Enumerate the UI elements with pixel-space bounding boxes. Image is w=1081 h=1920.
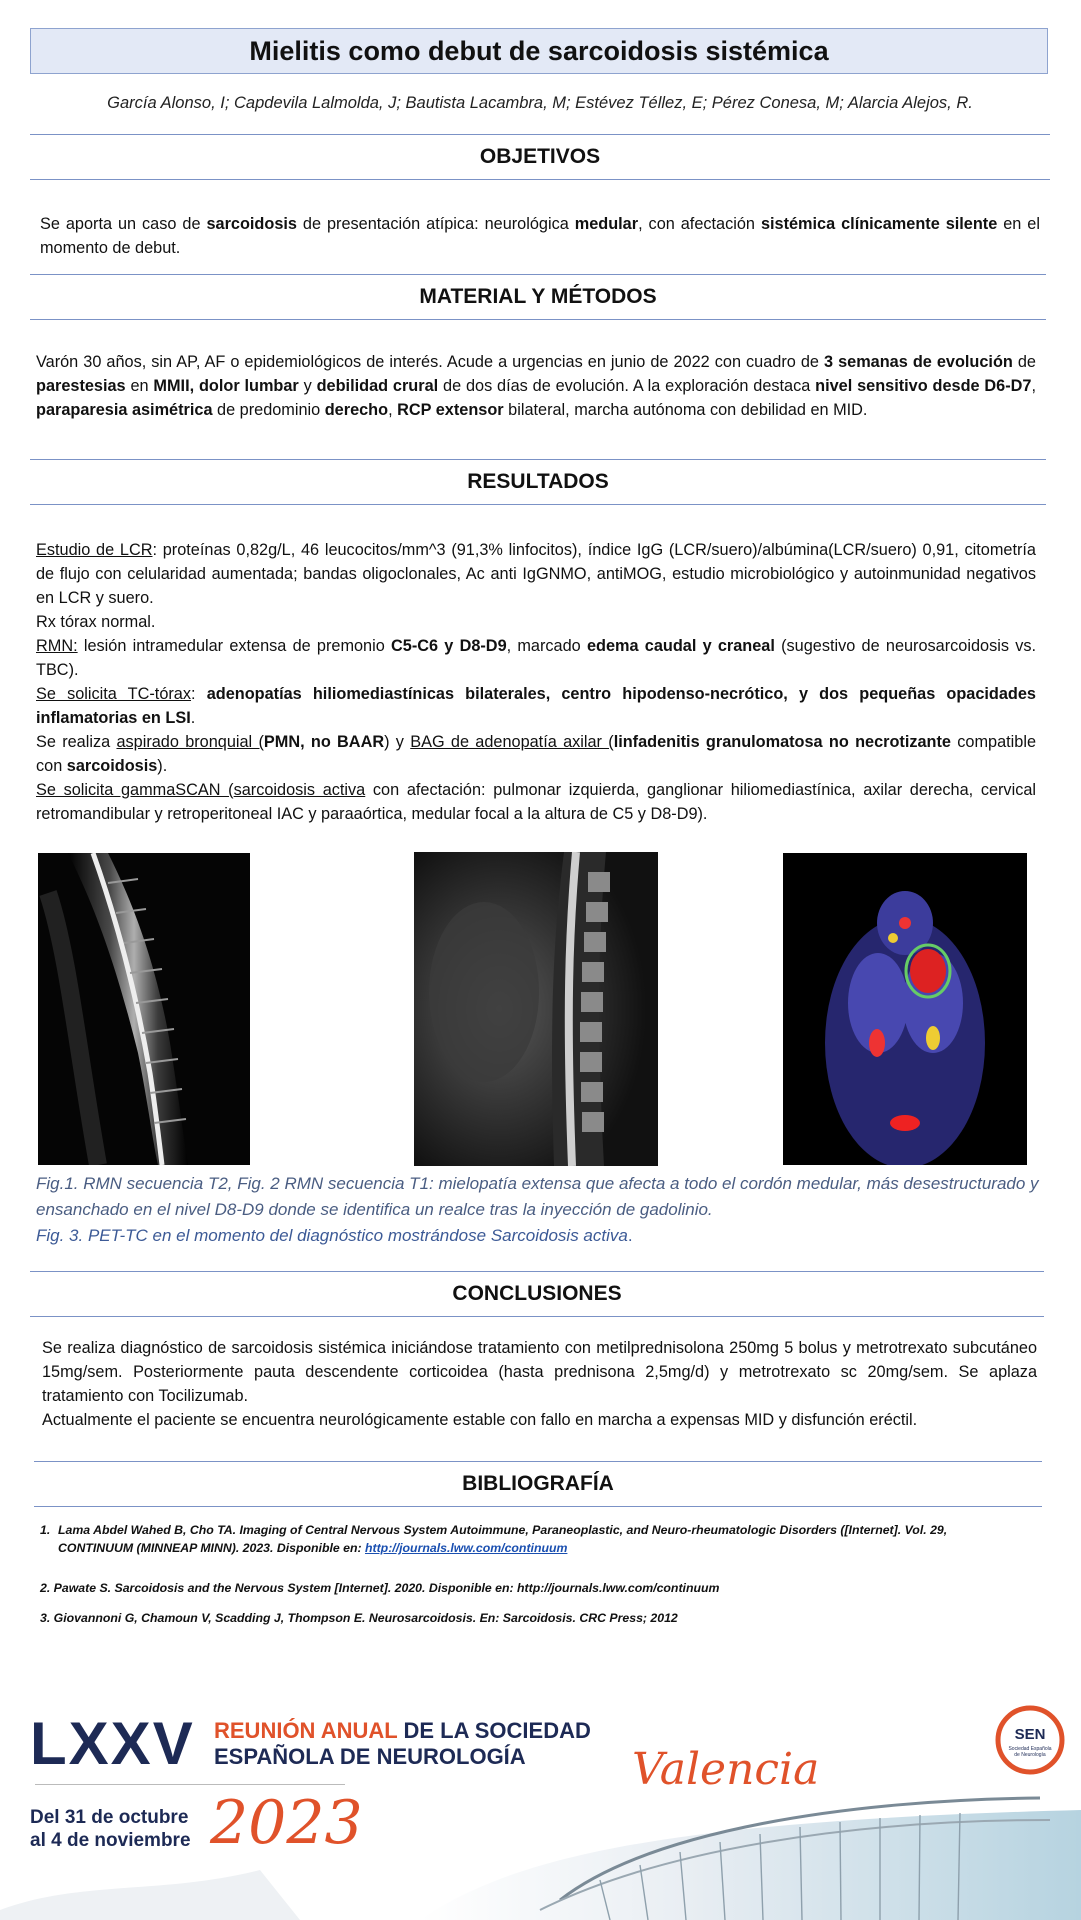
authors: García Alonso, I; Capdevila Lalmolda, J; Bautista Lacambra, M; Estévez Téllez, E; Pérez Conesa, M; Alarcia Alejos, R.: [107, 94, 973, 112]
reference-2: 2. Pawate S. Sarcoidosis and the Nervous System [Internet]. 2020. Disponible en: http://journals.lww.com/continuum: [40, 1581, 720, 1595]
congress-number: LXXV: [30, 1710, 195, 1777]
poster-title-text: Mielitis como debut de sarcoidosis sistémica: [249, 35, 829, 66]
objetivos-heading: OBJETIVOS: [30, 134, 1050, 180]
figure-caption: [36, 1171, 1046, 1249]
congress-footer: [0, 1680, 1081, 1920]
reference-3: 3. Giovannoni G, Chamoun V, Scadding J, Thompson E. Neurosarcoidosis. En: Sarcoidosis. CRC Press; 2012: [40, 1611, 678, 1625]
material-heading: MATERIAL Y MÉTODOS: [30, 274, 1046, 320]
sen-logo-subtitle: Sociedad Española de Neurología: [1008, 1746, 1052, 1758]
resultados-heading: RESULTADOS: [30, 459, 1046, 505]
congress-year: 2023: [210, 1788, 363, 1858]
material-text: Varón 30 años, sin AP, AF o epidemiológicos de interés. Acude a urgencias en junio de 2022 con cuadro de 3 semanas de evolución de parestesias en MMII, dolor lumbar y debilidad crural de dos días de evolución. A la exploración destaca nivel sensitivo desde D6-D7, paraparesia asimétrica de predominio derecho, RCP extensor bilateral, marcha autónoma con debilidad en MID.: [36, 353, 1036, 419]
conclusiones-text: Se realiza diagnóstico de sarcoidosis sistémica iniciándose tratamiento con metilprednisolona 250mg 5 bolus y metrotrexato subcutáneo 15mg/sem. Posteriormente pauta descendente corticoidea (hasta prednisona 2,5mg/d) y metrotrexato sc 20mg/sem. Se aplaza tratamiento con Tocilizumab. Actualmente el paciente se encuentra neurológicamente estable con fallo en marcha a expensas MID y disfunción eréctil.: [42, 1339, 1037, 1429]
congress-city: Valencia: [632, 1744, 820, 1795]
sen-logo: SEN: [1014, 1726, 1046, 1743]
bibliografia-heading: BIBLIOGRAFÍA: [34, 1461, 1042, 1507]
congress-dates: Del 31 de octubre al 4 de noviembre: [30, 1807, 191, 1851]
conclusiones-heading: CONCLUSIONES: [30, 1271, 1044, 1317]
congress-name: REUNIÓN ANUAL DE LA SOCIEDAD ESPAÑOLA DE NEUROLOGÍA: [214, 1718, 591, 1769]
pet-ct-image: [783, 853, 1027, 1165]
poster-title: [30, 28, 1048, 74]
resultados-text: Estudio de LCR: proteínas 0,82g/L, 46 leucocitos/mm^3 (91,3% linfocitos), índice IgG (LCR/suero)/albúmina(LCR/suero) 0,91, citometría de flujo con celularidad aumentada; bandas oligoclonales, Ac anti IgGNMO, antiMOG, estudio microbiológico y autoinmunidad negativos en LCR y suero. Rx tórax normal. RMN: lesión intramedular extensa de premonio C5-C6 y D8-D9, marcado edema caudal y craneal (sugestivo de neurosarcoidosis vs. TBC). Se solicita TC-tórax: adenopatías hiliomediastínicas bilaterales, centro hipodenso-necrótico, y dos pequeñas opacidades inflamatorias en LSI. Se realiza aspirado bronquial (PMN, no BAAR) y BAG de adenopatía axilar (linfadenitis granulomatosa no necrotizante compatible con sarcoidosis). Se solicita gammaSCAN (sarcoidosis activa con afectación: pulmonar izquierda, ganglionar hiliomediastínica, axilar derecha, cervical retromandibular y retroperitoneal IAC y paraaórtica, medular focal a la altura de C5 y D8-D9).: [36, 541, 1037, 823]
mri-t2-image: [38, 853, 250, 1165]
caption-fig1-2: Fig.1. RMN secuencia T2, Fig. 2 RMN secuencia T1: mielopatía extensa que afecta a todo el cordón medular, más desestructurado y ensanchado en el nivel D8-D9 donde se identifica un realce tras la inyección de gadolinio.: [36, 1174, 1039, 1219]
reference-1-link[interactable]: http://journals.lww.com/continuum: [364, 1541, 568, 1555]
reference-1: 1. Lama Abdel Wahed B, Cho TA. Imaging of Central Nervous System Autoimmune, Paraneoplastic, and Neuro-rheumatologic Disorders ([Internet]. Vol. 29, CONTINUUM (MINNEAP MINN). 2023. Disponible en: http://journals.lww.com/continuum: [40, 1523, 948, 1555]
caption-fig3: Fig. 3. PET-TC en el momento del diagnóstico mostrándose Sarcoidosis activa.: [36, 1226, 633, 1245]
objetivos-text: Se aporta un caso de sarcoidosis de presentación atípica: neurológica medular, con afectación sistémica clínicamente silente en el momento de debut.: [40, 215, 1040, 257]
mri-t1-image: [414, 852, 658, 1166]
